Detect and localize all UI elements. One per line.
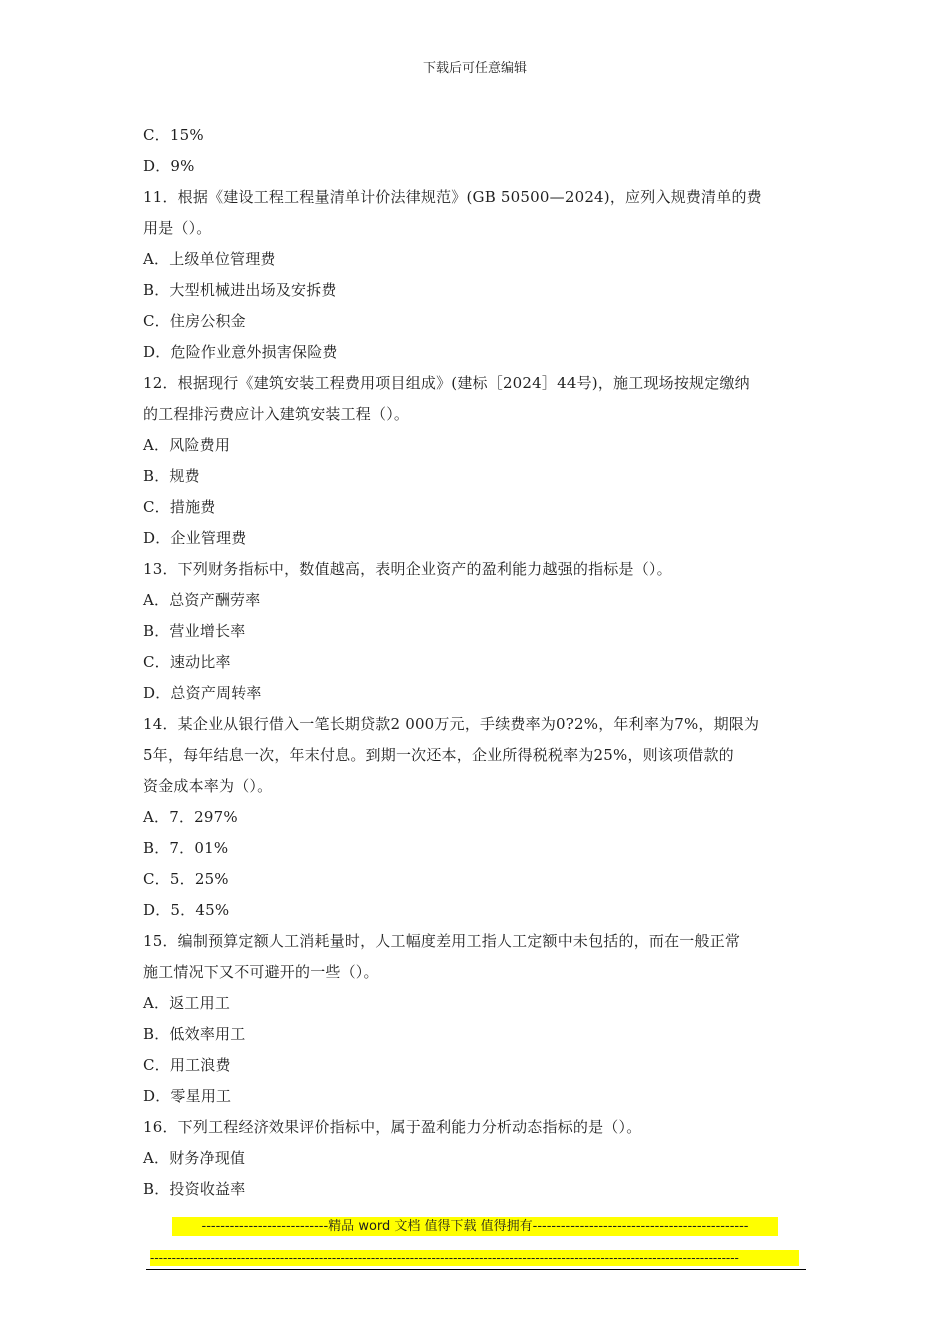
page-header: 下载后可任意编辑 [422,61,527,76]
option-line: C．速动比率 [143,653,231,671]
option-line: B．低效率用工 [143,1025,246,1043]
footer-dash-line: ---------------------------------------------------------------------------------------------------------------------------------------- [150,1250,799,1266]
option-line: D．总资产周转率 [143,684,262,702]
question-16-line-1: 16．下列工程经济效果评价指标中，属于盈利能力分析动态指标的是（）。 [143,1118,642,1136]
question-15-line-1: 15．编制预算定额人工消耗量时，人工幅度差用工指人工定额中未包括的，而在一般正常 [143,932,741,950]
option-line: D．危险作业意外损害保险费 [143,343,338,361]
option-line: A．总资产酬劳率 [143,591,261,609]
option-line: C．措施费 [143,498,216,516]
question-12-line-2: 的工程排污费应计入建筑安装工程（）。 [143,405,410,423]
document-body [143,120,808,1205]
option-line: A．返工用工 [143,994,231,1012]
option-line: C．5．25% [143,870,229,888]
text-line: C．15% [143,126,204,144]
option-line: C．用工浪费 [143,1056,231,1074]
footer-rule [146,1269,806,1270]
option-line: A．7．297% [143,808,238,826]
option-line: D．零星用工 [143,1087,232,1105]
question-14-line-2: 5年，每年结息一次，年末付息。到期一次还本，企业所得税税率为25%，则该项借款的 [143,746,734,764]
text-line: D．9% [143,157,195,175]
footer-banner: ---------------------------精品 word 文档 值得下载 值得拥有---------------------------------------------- [172,1217,778,1236]
question-12-line-1: 12．根据现行《建筑安装工程费用项目组成》(建标［2024］44号)，施工现场按规定缴纳 [143,374,750,392]
option-line: B．7．01% [143,839,229,857]
option-line: A．财务净现值 [143,1149,246,1167]
question-14-line-3: 资金成本率为（）。 [143,777,273,795]
question-15-line-2: 施工情况下又不可避开的一些（）。 [143,963,379,981]
option-line: A．风险费用 [143,436,231,454]
option-line: C．住房公积金 [143,312,246,330]
option-line: A．上级单位管理费 [143,250,276,268]
question-11-line-1: 11．根据《建设工程工程量清单计价法律规范》(GB 50500—2024)，应列入规费清单的费 [143,188,762,206]
question-14-line-1: 14．某企业从银行借入一笔长期贷款2 000万元，手续费率为0?2%，年利率为7%，期限为 [143,715,760,733]
option-line: B．营业增长率 [143,622,246,640]
option-line: D．企业管理费 [143,529,247,547]
question-11-line-2: 用是（）。 [143,219,212,237]
option-line: B．大型机械进出场及安拆费 [143,281,337,299]
question-13-line-1: 13．下列财务指标中，数值越高，表明企业资产的盈利能力越强的指标是（）。 [143,560,672,578]
option-line: B．规费 [143,467,200,485]
option-line: D．5．45% [143,901,230,919]
option-line: B．投资收益率 [143,1180,246,1198]
